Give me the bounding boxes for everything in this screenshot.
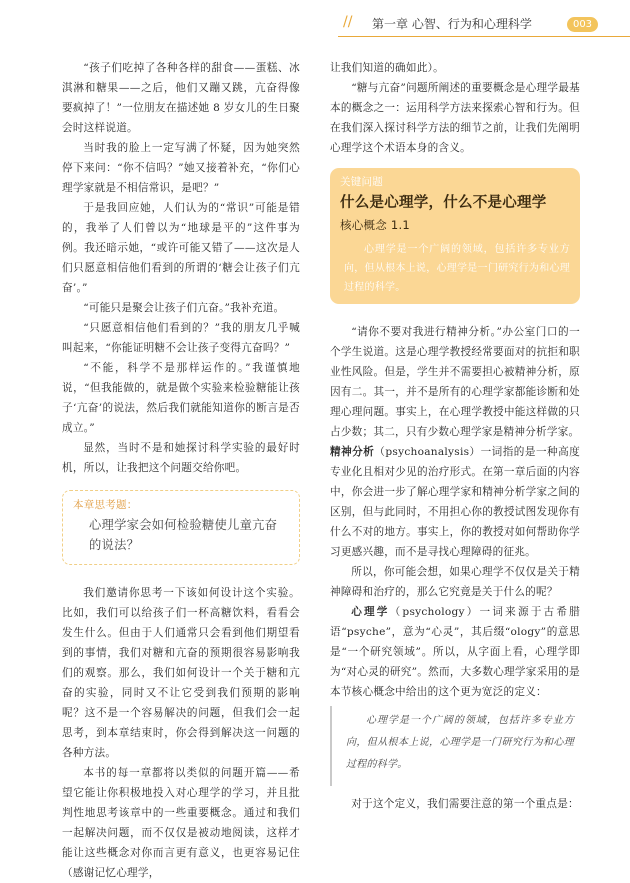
paragraph: “不能，科学不是那样运作的。”我谨慎地说，“但我能做的，就是做个实验来检验糖能让孩子‘亢奋’的说法，然后我们就能知道你的断言是否成立。” bbox=[62, 362, 300, 434]
header-rule bbox=[338, 36, 630, 37]
page-header bbox=[0, 0, 630, 42]
paragraph bbox=[330, 442, 580, 562]
paragraph: 于是我回应她，人们认为的“常识”可能是错的，我举了人们曾以为“地球是平的”这件事为例。我还暗示她，“或许可能又错了——这次是人们只愿意相信他们看到的所谓的‘糖会让孩子们亢奋’。” bbox=[62, 202, 300, 294]
paragraph: 所以，你可能会想，如果心理学不仅仅是关于精神障碍和治疗的，那么它究竟是关于什么的呢？ bbox=[330, 566, 580, 598]
paragraph-text: （psychology）一词来源于古希腊语“psyche”，意为“心灵”，其后缀“ology”的意思是“一个研究领域”。所以，从字面上看，心理学即为“对心灵的研究”。然而，大多数心理学家采用的是本节核心概念中给出的这个更为宽泛的定义： bbox=[330, 606, 581, 698]
paragraph bbox=[330, 602, 580, 702]
core-concept-label: 核心概念 1.1 bbox=[340, 218, 410, 232]
key-question-label: 关键问题 bbox=[340, 176, 383, 188]
paragraph: 显然，当时不是和她探讨科学实验的最好时机，所以，让我把这个问题交给你吧。 bbox=[62, 442, 300, 474]
left-column bbox=[62, 58, 300, 883]
key-question-box bbox=[330, 168, 580, 304]
paragraph-text: （psychoanalysis）一词指的是一种高度专业化且相对少见的治疗形式。在第一章后面的内容中，你会进一步了解心理学家和精神分析学家之间的区别，但与此同时，不用担心你的教授试图发现你有什么不对的地方。事实上，你的教授对如何帮助你学习更感兴趣，而不是寻找心理障碍的征兆。 bbox=[330, 446, 581, 558]
chapter-question-label: 本章思考题： bbox=[73, 499, 138, 511]
paragraph: 让我们知道的确如此）。 bbox=[330, 62, 444, 74]
quote-text: 心理学是一个广阔的领域，包括许多专业方向，但从根本上说，心理学是一门研究行为和心理过程的科学。 bbox=[346, 715, 574, 770]
paragraph: “只愿意相信他们看到的？”我的朋友几乎喊叫起来，“你能证明糖不会让孩子变得亢奋吗？” bbox=[62, 322, 300, 354]
definition-quote bbox=[330, 706, 580, 786]
key-term: 心理学 bbox=[351, 606, 390, 618]
paragraph: 我们邀请你思考一下该如何设计这个实验。比如，我们可以给孩子们一杯高糖饮料，看看会发生什么。但由于人们通常只会看到他们期望看到的事情，我们对糖和亢奋的预期很容易影响我们的观察。那么，我们如何设计一个关于糖和亢奋的实验，同时又不让它受到我们预期的影响呢？这不是一个容易解决的问题，但我们会一起思考，到本章结束时，你会得到解决这一问题的各种方法。 bbox=[62, 587, 300, 759]
paragraph: “请你不要对我进行精神分析。”办公室门口的一个学生说道。这是心理学教授经常要面对的抗拒和职业性风险。但是，学生并不需要担心被精神分析，原因有二。其一，并不是所有的心理学家都能诊断和处理心理问题。事实上，在心理学教授中能这样做的只占少数；其二，只有少数心理学家是精神分析学家。 bbox=[330, 326, 580, 438]
paragraph: “可能只是聚会让孩子们亢奋。”我补充道。 bbox=[83, 302, 285, 314]
key-term: 精神分析 bbox=[330, 446, 375, 458]
paragraph: “孩子们吃掉了各种各样的甜食——蛋糕、冰淇淋和糖果——之后，他们又蹦又跳，亢奋得像要疯掉了！”一位朋友在描述她 8 岁女儿的生日聚会时这样说道。 bbox=[62, 62, 300, 134]
chapter-question-box bbox=[62, 490, 300, 565]
paragraph: “糖与亢奋”问题所阐述的重要概念是心理学最基本的概念之一：运用科学方法来探索心智和行为。但在我们深入探讨科学方法的细节之前，让我们先阐明心理学这个术语本身的含义。 bbox=[330, 82, 580, 154]
key-question-title: 什么是心理学，什么不是心理学 bbox=[340, 195, 547, 211]
paragraph: 当时我的脸上一定写满了怀疑，因为她突然停下来问：“你不信吗？”她又接着补充，“你们心理学家就是不相信常识，是吧？” bbox=[62, 142, 300, 194]
core-concept-definition: 心理学是一个广阔的领域，包括许多专业方向，但从根本上说，心理学是一门研究行为和心理过程的科学。 bbox=[344, 244, 570, 293]
chapter-question-text: 心理学家会如何检验糖使儿童亢奋的说法？ bbox=[89, 518, 278, 552]
chapter-title: 第一章 心智、行为和心理科学 bbox=[372, 17, 532, 31]
right-column bbox=[330, 58, 580, 814]
paragraph: 本书的每一章都将以类似的问题开篇——希望它能让你积极地投入对心理学的学习，并且批判性地思考该章中的一些重要概念。通过和我们一起解决问题，而不仅仅是被动地阅读，这样才能让这些概念对你而言更有意义，也更容易记住（感谢记忆心理学， bbox=[62, 767, 300, 879]
page-number-badge: 003 bbox=[567, 17, 598, 32]
header-slash-mark: // bbox=[343, 14, 353, 30]
paragraph: 对于这个定义，我们需要注意的第一个重点是： bbox=[351, 798, 579, 810]
